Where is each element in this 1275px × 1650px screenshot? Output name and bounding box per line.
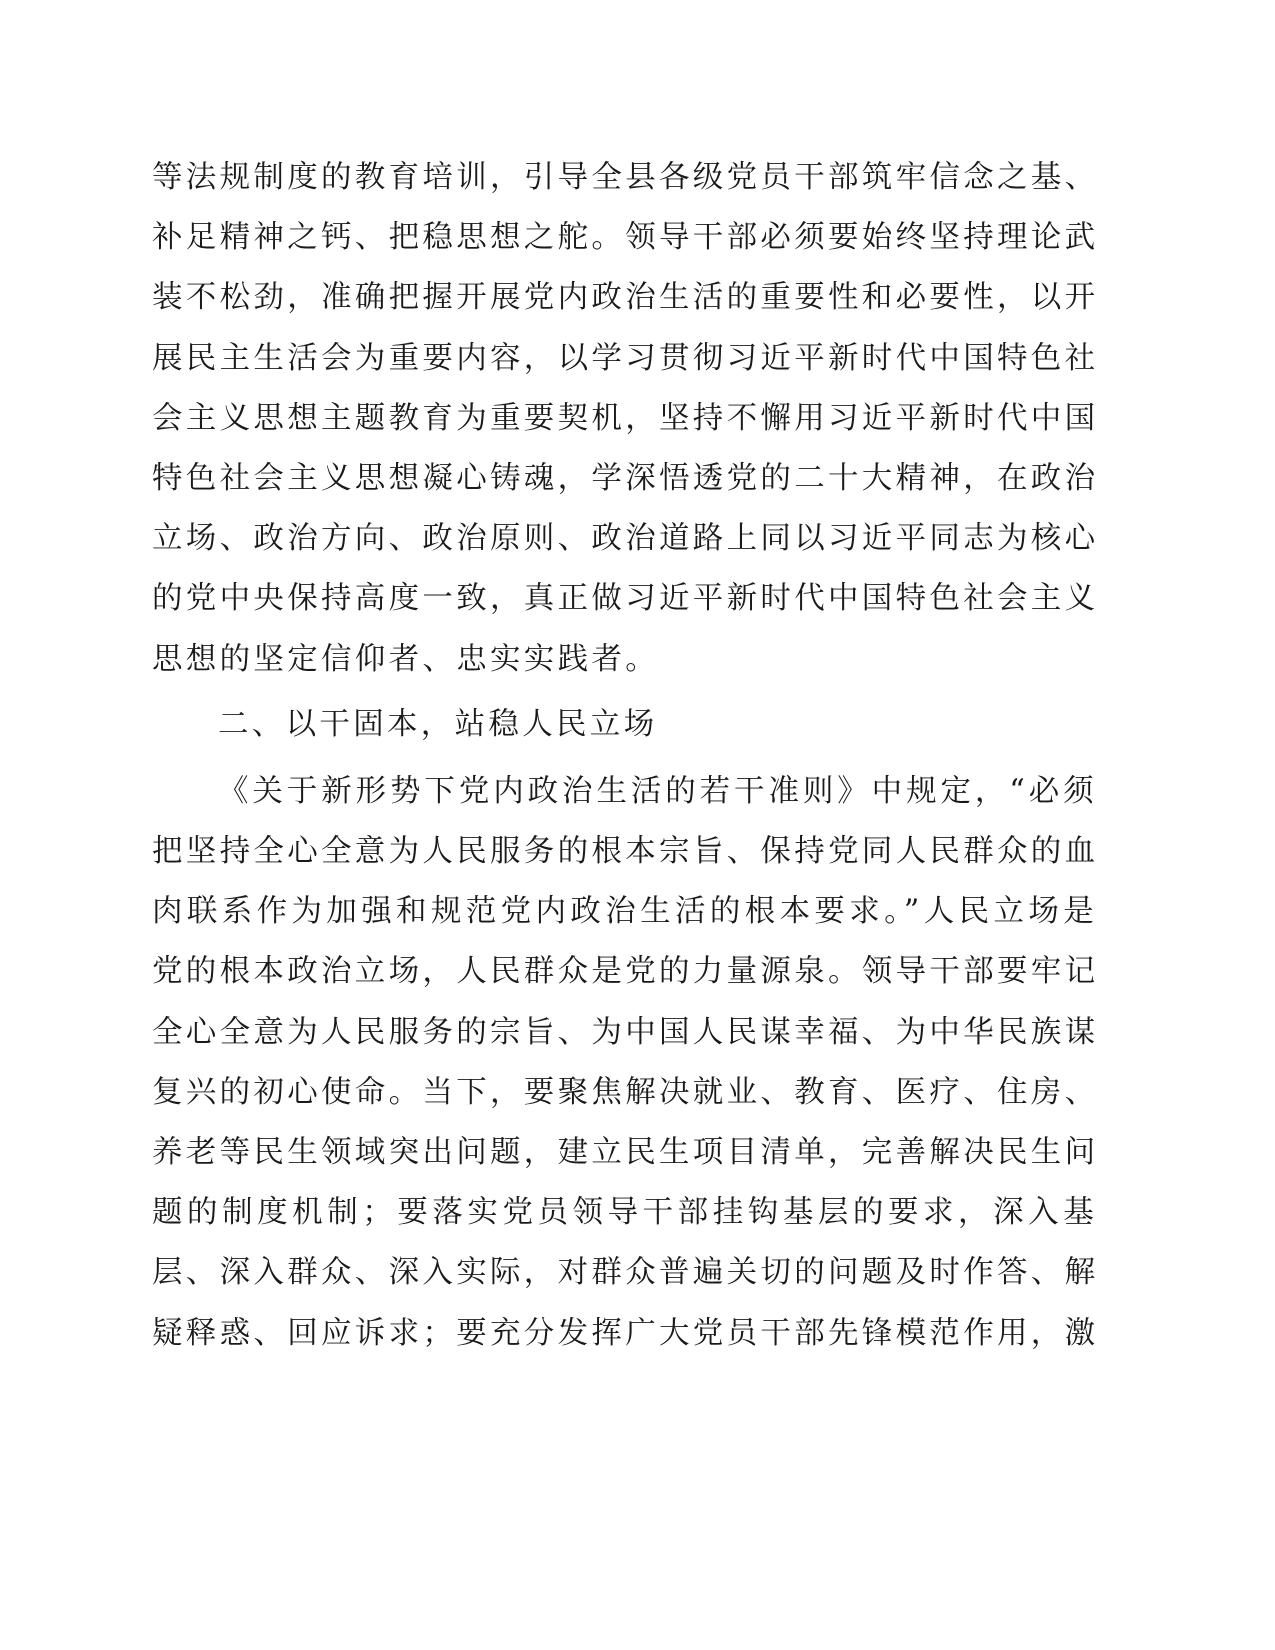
text-line: 疑释惑、回应诉求；要充分发挥广大党员干部先锋模范作用，激 bbox=[152, 1315, 1099, 1351]
text-line: 等法规制度的教育培训，引导全县各级党员干部筑牢信念之基、 bbox=[152, 160, 1099, 195]
text-line: 肉联系作为加强和规范党内政治生活的根本要求。”人民立场是 bbox=[152, 894, 1097, 930]
text-line: 立场、政治方向、政治原则、政治道路上同以习近平同志为核心 bbox=[152, 521, 1099, 557]
text-line: 《关于新形势下党内政治生活的若干准则》中规定，“必须 bbox=[218, 773, 1097, 809]
text-line: 层、深入群众、深入实际，对群众普遍关切的问题及时作答、解 bbox=[152, 1255, 1099, 1291]
text-line: 会主义思想主题教育为重要契机，坚持不懈用习近平新时代中国 bbox=[152, 400, 1099, 436]
text-line: 把坚持全心全意为人民服务的根本宗旨、保持党同人民群众的血 bbox=[152, 834, 1099, 870]
text-line: 养老等民生领域突出问题，建立民生项目清单，完善解决民生问 bbox=[152, 1135, 1099, 1170]
text-line: 补足精神之钙、把稳思想之舵。领导干部必须要始终坚持理论武 bbox=[152, 220, 1099, 256]
section-heading: 二、以干固本，站稳人民立场 bbox=[218, 706, 658, 742]
text-line: 党的根本政治立场，人民群众是党的力量源泉。领导干部要牢记 bbox=[152, 954, 1099, 990]
text-line: 装不松劲，准确把握开展党内政治生活的重要性和必要性，以开 bbox=[152, 280, 1099, 316]
text-line: 复兴的初心使命。当下，要聚焦解决就业、教育、医疗、住房、 bbox=[152, 1074, 1099, 1110]
text-line: 特色社会主义思想凝心铸魂，学深悟透党的二十大精神，在政治 bbox=[152, 460, 1099, 496]
document-page bbox=[152, 148, 1097, 1364]
text-line: 思想的坚定信仰者、忠实实践者。 bbox=[152, 641, 659, 677]
text-line: 题的制度机制；要落实党员领导干部挂钩基层的要求，深入基 bbox=[152, 1195, 1097, 1231]
text-line: 的党中央保持高度一致，真正做习近平新时代中国特色社会主义 bbox=[152, 581, 1099, 617]
text-line: 全心全意为人民服务的宗旨、为中国人民谋幸福、为中华民族谋 bbox=[152, 1014, 1099, 1050]
paragraph-2 bbox=[152, 762, 1097, 1364]
paragraph-1 bbox=[152, 148, 1097, 690]
text-line: 展民主生活会为重要内容，以学习贯彻习近平新时代中国特色社 bbox=[152, 340, 1099, 376]
